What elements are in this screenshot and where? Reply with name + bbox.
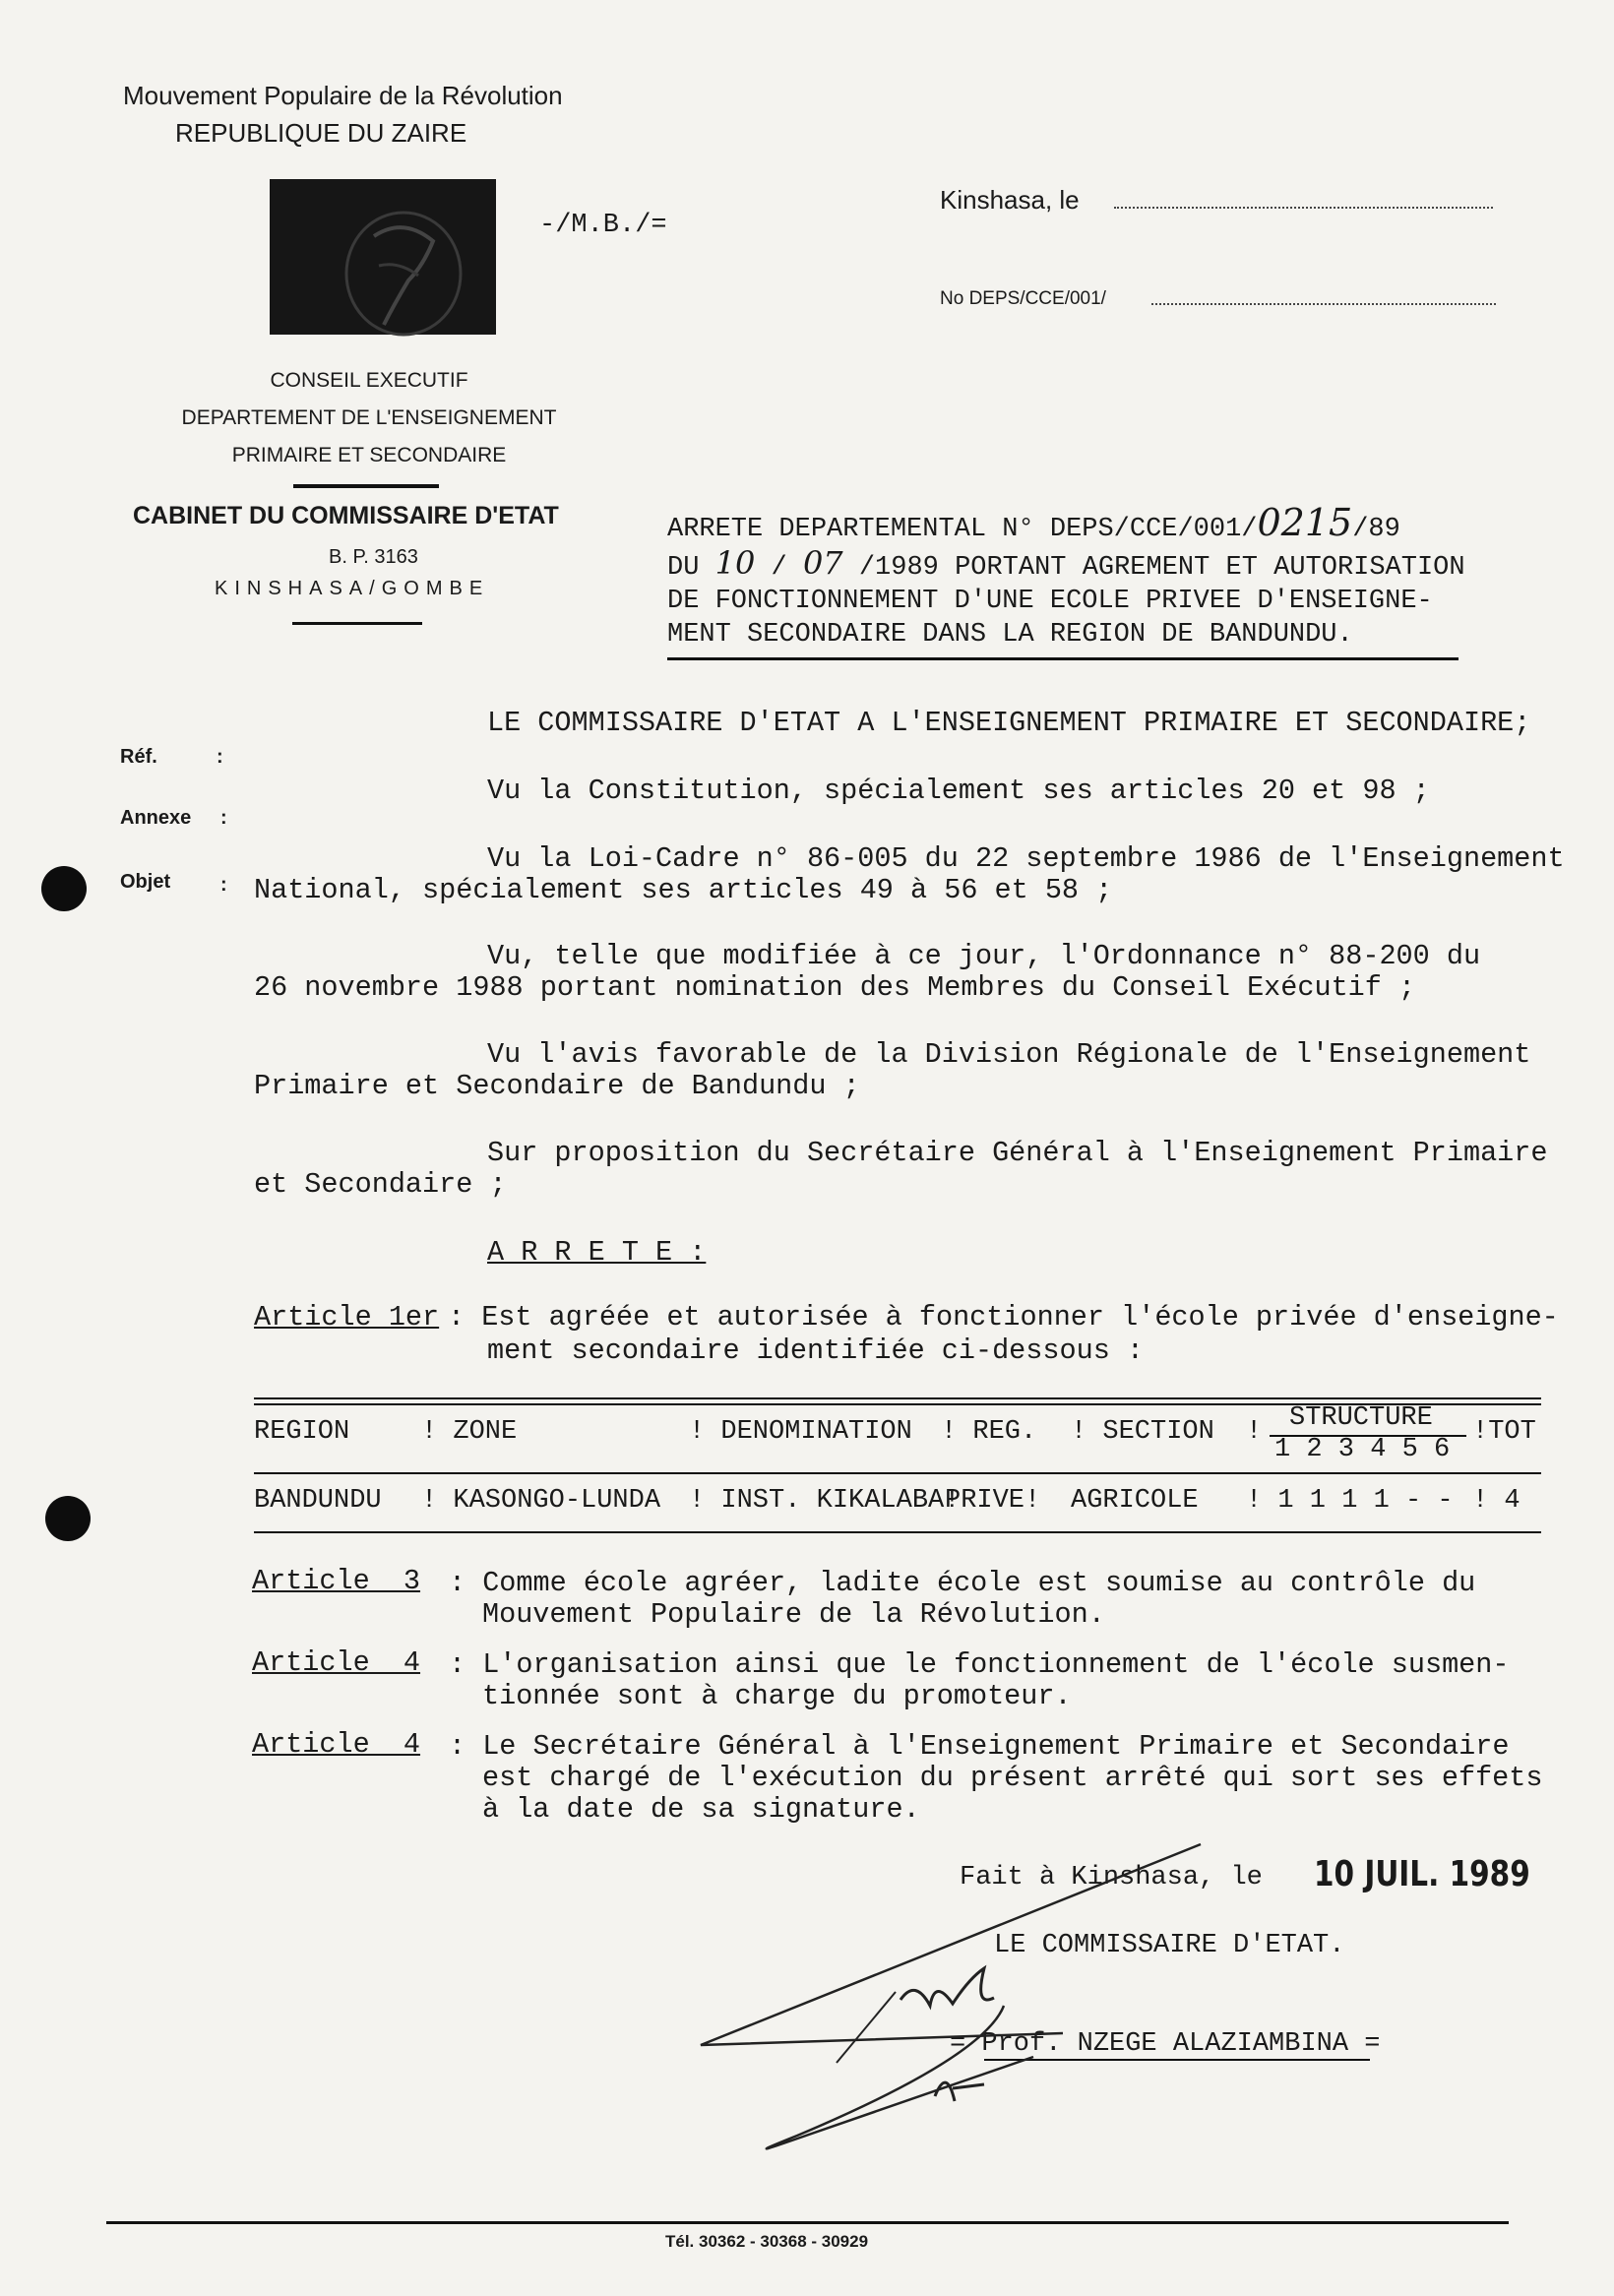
- annexe-colon: :: [220, 807, 227, 829]
- considering-opinion-line-2: Primaire et Secondaire de Bandundu ;: [254, 1070, 860, 1102]
- department-name: DEPARTEMENT DE L'ENSEIGNEMENT: [181, 406, 557, 429]
- table-header-rule: [254, 1472, 1541, 1474]
- column-header-zone: ! ZONE: [421, 1417, 518, 1447]
- department-block: [148, 362, 590, 474]
- cell-zone: ! KASONGO-LUNDA: [421, 1486, 661, 1516]
- considering-opinion-line-1: Vu l'avis favorable de la Division Régionale de l'Enseignement: [487, 1038, 1531, 1071]
- handwritten-month: 07: [802, 544, 843, 582]
- article-1-line-2: ment secondaire identifiée ci-dessous :: [487, 1334, 1145, 1367]
- council-name: CONSEIL EXECUTIF: [270, 369, 468, 392]
- footer-rule: [106, 2221, 1509, 2224]
- date-fill-line: [1114, 207, 1493, 209]
- date-stamp: 10 JUIL. 1989: [1314, 1854, 1530, 1894]
- arrete-title-line-1: [667, 501, 1465, 546]
- column-header-reg: ! REG.: [941, 1417, 1037, 1447]
- handwritten-signature: [689, 1831, 1397, 2185]
- article-4-label: Article 4: [252, 1646, 421, 1679]
- number-label: No DEPS/CCE/001/: [940, 288, 1106, 309]
- handwritten-day: 10: [714, 544, 756, 582]
- cell-section: AGRICOLE: [1071, 1486, 1199, 1516]
- column-header-years: 1 2 3 4 5 6: [1274, 1435, 1451, 1464]
- article-4b-label: Article 4: [252, 1728, 421, 1761]
- arrete-heading: A R R E T E :: [487, 1236, 707, 1269]
- reference-code: -/M.B./=: [539, 211, 667, 240]
- article-4b-line-3: à la date de sa signature.: [482, 1793, 920, 1826]
- arrete-number-year: /89: [1352, 515, 1400, 544]
- punch-hole-mark: [41, 866, 87, 911]
- article-1-label: Article 1er: [254, 1301, 440, 1334]
- title-underline: [667, 657, 1459, 660]
- cabinet-name: CABINET DU COMMISSAIRE D'ETAT: [133, 502, 559, 529]
- considering-ordinance-line-1: Vu, telle que modifiée à ce jour, l'Ordonnance n° 88-200 du: [487, 940, 1481, 972]
- arrete-number-prefix: ARRETE DEPARTEMENTAL N° DEPS/CCE/001/: [667, 515, 1258, 544]
- cell-denomination: ! INST. KIKALABA!: [689, 1486, 961, 1516]
- column-header-region: REGION: [254, 1417, 350, 1447]
- article-1-line-1: : Est agréée et autorisée à fonctionner l'école privée d'enseigne-: [448, 1301, 1559, 1334]
- column-header-denomination: ! DENOMINATION: [689, 1417, 912, 1447]
- considering-law-line-2: National, spécialement ses articles 49 à 56 et 58 ;: [254, 874, 1113, 906]
- cell-region: BANDUNDU: [254, 1486, 382, 1516]
- movement-name: Mouvement Populaire de la Révolution: [123, 81, 563, 110]
- cell-reg: PRIVE!: [945, 1486, 1041, 1516]
- date-separator: /: [755, 553, 803, 583]
- city-rule: [292, 622, 422, 625]
- signature-place-date: Fait à Kinshasa, le: [960, 1863, 1263, 1893]
- arrete-title-line-3: DE FONCTIONNEMENT D'UNE ECOLE PRIVEE D'ENSEIGNE-: [667, 587, 1433, 616]
- column-header-structure: STRUCTURE: [1289, 1403, 1433, 1433]
- department-name-2: PRIMAIRE ET SECONDAIRE: [231, 444, 507, 466]
- ref-label: Réf.: [120, 746, 157, 768]
- column-header-section: ! SECTION: [1071, 1417, 1214, 1447]
- article-3-line-1: : Comme école agréer, ladite école est soumise au contrôle du: [449, 1567, 1476, 1599]
- cell-total: ! 4: [1472, 1486, 1521, 1516]
- place-date-label: Kinshasa, le: [940, 185, 1080, 215]
- republic-name: REPUBLIQUE DU ZAIRE: [175, 118, 467, 148]
- objet-label: Objet: [120, 871, 171, 893]
- column-header-structure-separator: !: [1246, 1417, 1263, 1447]
- objet-colon: :: [220, 874, 227, 896]
- considering-ordinance-line-2: 26 novembre 1988 portant nomination des Membres du Conseil Exécutif ;: [254, 971, 1416, 1004]
- table-top-rule: [254, 1397, 1541, 1399]
- punch-hole-mark: [45, 1496, 91, 1541]
- article-4-line-2: tionnée sont à charge du promoteur.: [482, 1680, 1072, 1712]
- article-4b-line-1: : Le Secrétaire Général à l'Enseignement Primaire et Secondaire: [449, 1730, 1510, 1763]
- article-4b-line-2: est chargé de l'exécution du présent arrêté qui sort ses effets: [482, 1762, 1543, 1794]
- arrete-title: [667, 501, 1465, 652]
- signatory-name: = Prof. NZEGE ALAZIAMBINA =: [950, 2029, 1381, 2059]
- arrete-title-line-4: MENT SECONDAIRE DANS LA REGION DE BANDUNDU.: [667, 620, 1353, 650]
- considering-law-line-1: Vu la Loi-Cadre n° 86-005 du 22 septembre 1986 de l'Enseignement: [487, 842, 1565, 875]
- ref-colon: :: [217, 746, 223, 768]
- title-subject: /1989 PORTANT AGREMENT ET AUTORISATION: [842, 553, 1465, 583]
- number-fill-line: [1151, 303, 1496, 305]
- column-header-total: !TOT: [1472, 1417, 1536, 1447]
- cell-structure: ! 1 1 1 1 - -: [1246, 1486, 1454, 1516]
- annexe-label: Annexe: [120, 807, 192, 829]
- considering-constitution: Vu la Constitution, spécialement ses articles 20 et 98 ;: [487, 775, 1430, 807]
- handwritten-number: 0215: [1257, 501, 1353, 544]
- signatory-title: LE COMMISSAIRE D'ETAT.: [994, 1931, 1345, 1960]
- article-4-line-1: : L'organisation ainsi que le fonctionnement de l'école susmen-: [449, 1648, 1510, 1681]
- date-prefix: DU: [667, 553, 715, 583]
- proposal-line-1: Sur proposition du Secrétaire Général à l'Enseignement Primaire: [487, 1137, 1548, 1169]
- article-3-line-2: Mouvement Populaire de la Révolution.: [482, 1598, 1105, 1631]
- footer-telephone: Tél. 30362 - 30368 - 30929: [665, 2232, 869, 2251]
- table-bottom-rule: [254, 1531, 1541, 1533]
- issuer-line: LE COMMISSAIRE D'ETAT A L'ENSEIGNEMENT PRIMAIRE ET SECONDAIRE;: [487, 707, 1531, 739]
- arrete-title-line-2: [667, 546, 1465, 585]
- article-3-label: Article 3: [252, 1565, 421, 1597]
- po-box: B. P. 3163: [329, 546, 418, 568]
- proposal-line-2: et Secondaire ;: [254, 1168, 507, 1201]
- letterhead-rule: [293, 484, 439, 488]
- emblem-image: [270, 179, 496, 335]
- city-name: KINSHASA/GOMBE: [215, 578, 490, 599]
